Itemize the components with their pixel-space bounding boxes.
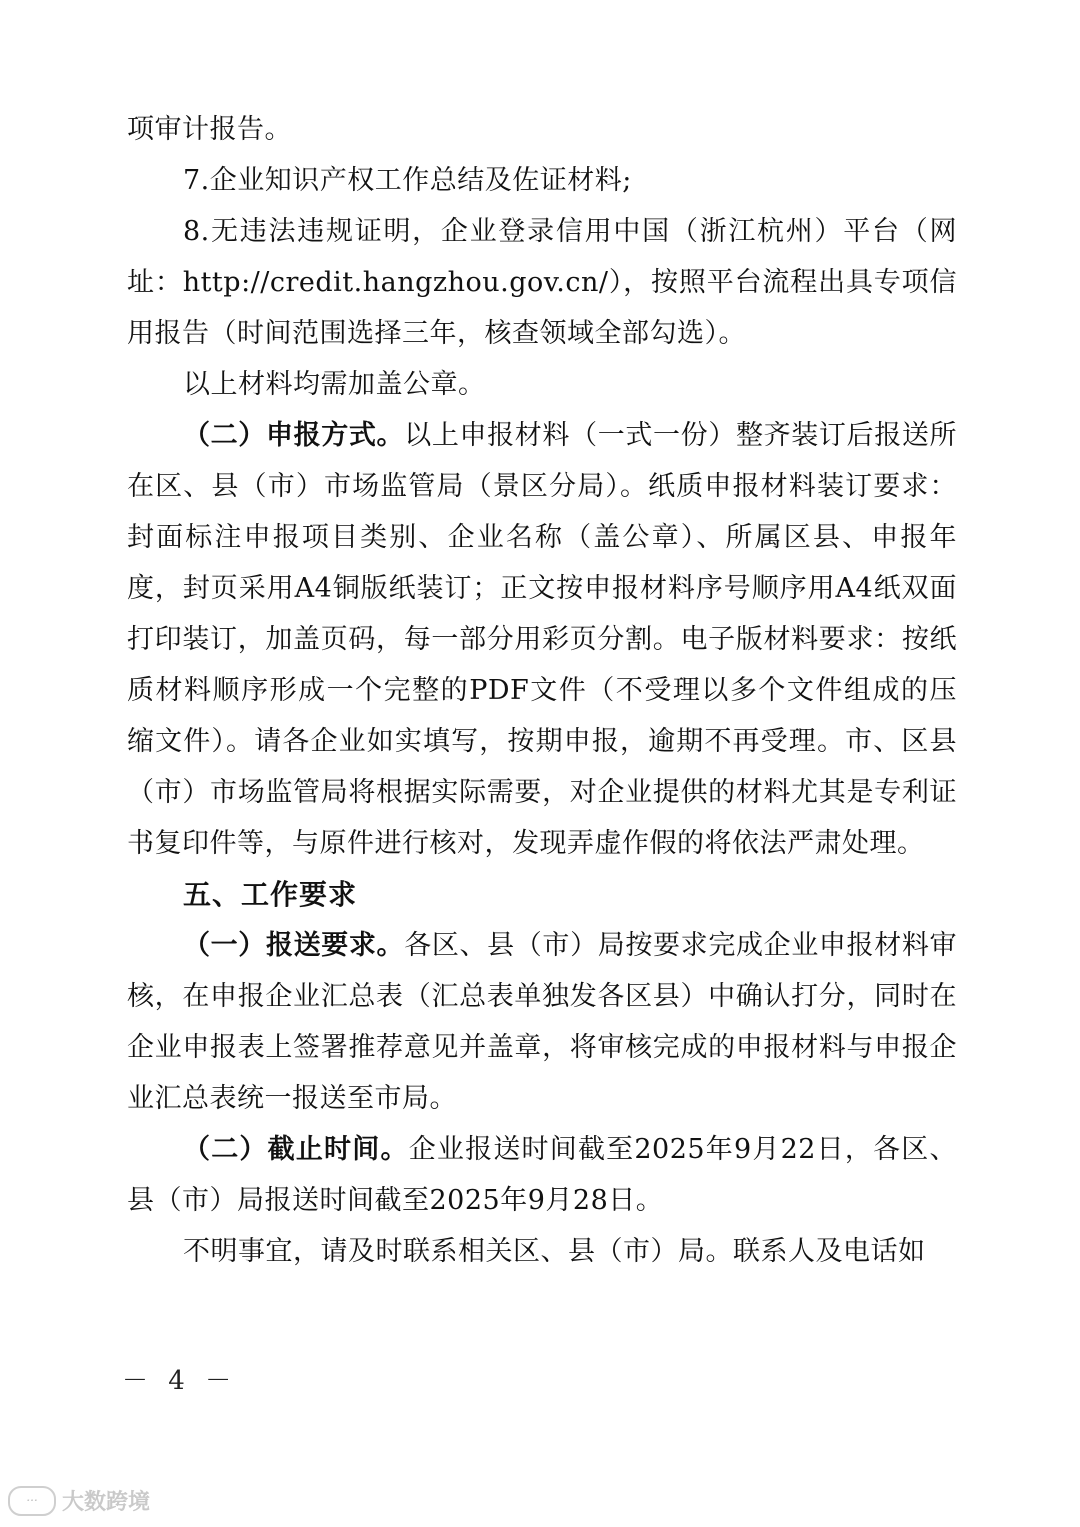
paragraph-item-7: 7.企业知识产权工作总结及佐证材料;: [183, 165, 632, 196]
page-number: － 4 －: [122, 1366, 238, 1396]
section-title-work-requirements: 五、工作要求: [183, 878, 358, 911]
reporting-body: 各区、县（市）局按要求完成企业申报材料审核，在申报企业汇总表（汇总表单独发各区县）中确认打分，同时在企业申报表上签署推荐意见并盖章，将审核完成的申报材料与申报企业汇总表统一报送至市局。: [127, 930, 958, 1114]
paragraph-contact: 不明事宜，请及时联系相关区、县（市）局。联系人及电话如: [183, 1236, 926, 1267]
reporting-heading: （一）报送要求。: [183, 930, 405, 961]
watermark: [8, 1485, 150, 1516]
paragraph-reporting-requirements: [127, 920, 957, 1124]
deadline-body: 企业报送时间截至2025年9月22日，各区、县（市）局报送时间截至2025年9月28日。: [127, 1134, 958, 1216]
deadline-heading: （二）截止时间。: [183, 1134, 409, 1165]
submission-body: 以上申报材料（一式一份）整齐装订后报送所在区、县（市）市场监管局（景区分局）。纸质申报材料装订要求：封面标注申报项目类别、企业名称（盖公章）、所属区县、申报年度，封页采用A4铜版纸装订；正文按申报材料序号顺序用A4纸双面打印装订，加盖页码，每一部分用彩页分割。电子版材料要求：按纸质材料顺序形成一个完整的PDF文件（不受理以多个文件组成的压缩文件）。请各企业如实填写，按期申报，逾期不再受理。市、区县（市）市场监管局将根据实际需要，对企业提供的材料尤其是专利证书复印件等，与原件进行核对，发现弄虚作假的将依法严肃处理。: [127, 420, 958, 859]
paragraph-seal-note: 以上材料均需加盖公章。: [183, 369, 486, 400]
paragraph-audit-report-tail: 项审计报告。: [127, 114, 292, 145]
body-text: [127, 104, 957, 1277]
paragraph-item-8: 8.无违法违规证明，企业登录信用中国（浙江杭州）平台（网址：http://credit.hangzhou.gov.cn/），按照平台流程出具专项信用报告（时间范围选择三年，核查领域全部勾选）。: [127, 216, 957, 349]
paragraph-deadline: [127, 1124, 957, 1226]
watermark-text: 大数跨境: [62, 1490, 151, 1515]
submission-heading: （二）申报方式。: [183, 420, 405, 451]
paragraph-submission-method: [127, 410, 957, 869]
watermark-logo-icon: ᐧᐧᐧ: [8, 1486, 56, 1516]
